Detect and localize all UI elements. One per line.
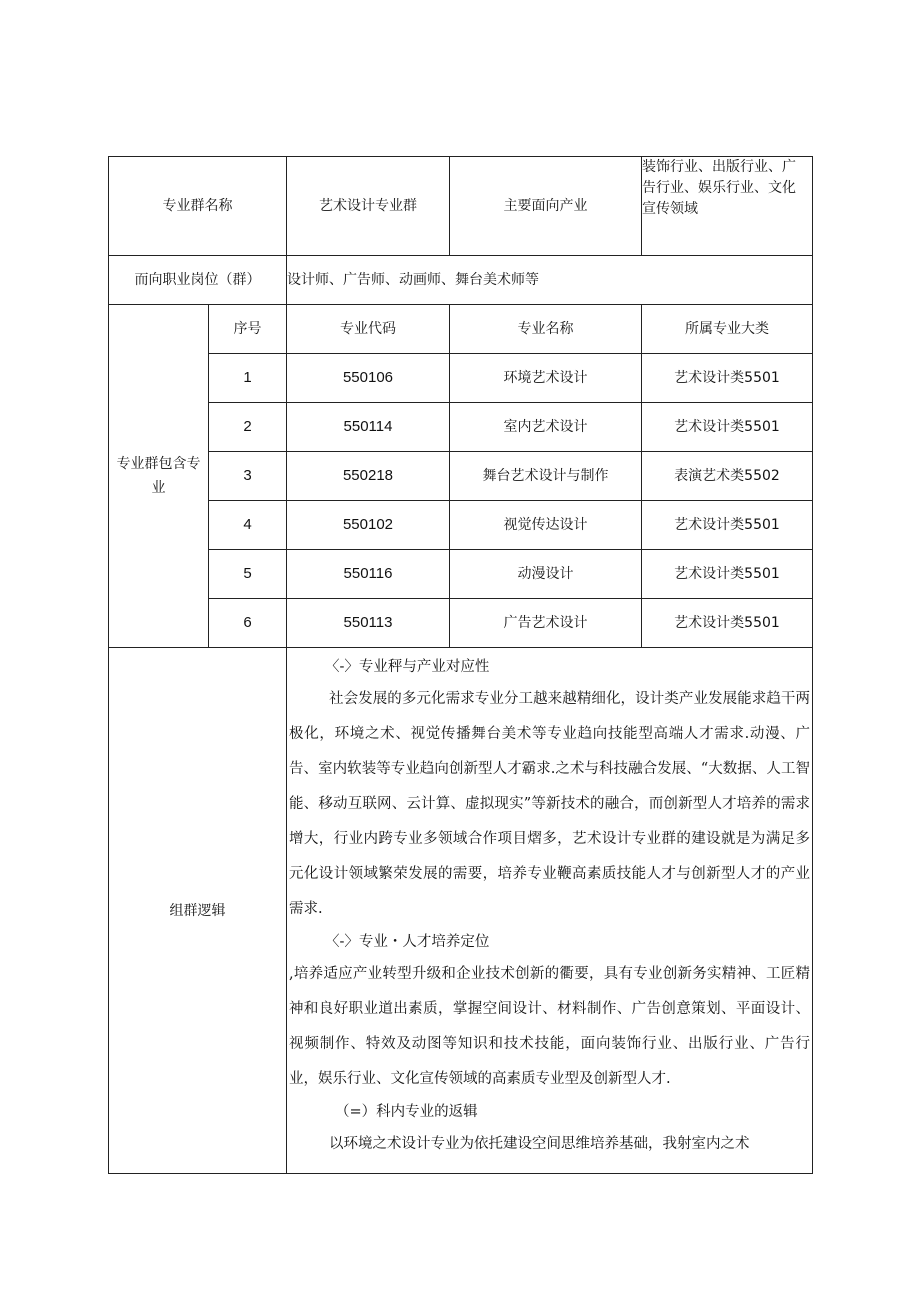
major-name: 室内艺术设计	[450, 403, 642, 452]
logic-row	[109, 648, 813, 1174]
major-code: 550113	[287, 599, 450, 648]
major-row	[109, 354, 813, 403]
major-code: 550116	[287, 550, 450, 599]
majors-group-label-line: 业	[151, 480, 166, 496]
header-category: 所属专业大类	[642, 305, 813, 354]
header-code: 专业代码	[287, 305, 450, 354]
job-row	[109, 256, 813, 305]
major-no: 3	[209, 452, 287, 501]
majors-group-label	[109, 305, 209, 648]
major-category: 艺术设计类5501	[642, 501, 813, 550]
industry-line: 告行业、娱乐行业、文化	[642, 180, 796, 196]
major-name: 动漫设计	[450, 550, 642, 599]
major-no: 5	[209, 550, 287, 599]
major-code: 550102	[287, 501, 450, 550]
group-name-label: 专业群名称	[109, 157, 287, 256]
industry-value	[642, 157, 813, 256]
section-heading: （=）科内专业的返辑	[335, 1104, 478, 1120]
major-category: 艺术设计类5501	[642, 403, 813, 452]
major-name: 环境艺术设计	[450, 354, 642, 403]
major-row	[109, 599, 813, 648]
section-heading: 〈-〉专业・人才培养定位	[325, 934, 490, 950]
job-label: 而向职业岗位（群）	[109, 256, 287, 305]
majors-header-row	[109, 305, 813, 354]
major-code: 550218	[287, 452, 450, 501]
industry-line: 装饰行业、出版行业、广	[642, 159, 796, 175]
logic-content	[287, 648, 813, 1174]
major-category: 艺术设计类5501	[642, 354, 813, 403]
job-value: 设计师、广告师、动画师、舞台美术师等	[287, 256, 813, 305]
major-no: 4	[209, 501, 287, 550]
industry-line: 宣传领域	[642, 201, 698, 217]
major-row	[109, 501, 813, 550]
group-name-value: 艺术设计专业群	[287, 157, 450, 256]
major-category: 艺术设计类5501	[642, 599, 813, 648]
paragraph: 社会发展的多元化需求专业分工越来越精细化，设计类产业发展能求趋干两极化，环境之术、视觉传播舞台美术等专业趋向技能型高端人才需求.动漫、广告、室内软装等专业趋向创新型人才霸求.之术与科技融合发展、“大数据、人工智能、移动互联网、云计算、虚拟现实”等新技术的融合，而创新型人才培养的需求增大，行业内跨专业多领域合作项目熠多，艺术设计专业群的建设就是为满足多元化设计领域繁荣发展的需要，培养专业鞭高素质技能人才与创新型人才的产业需求.	[289, 691, 810, 917]
major-category: 艺术设计类5501	[642, 550, 813, 599]
major-no: 2	[209, 403, 287, 452]
professional-group-table	[108, 156, 813, 1174]
industry-label: 主要面向产业	[450, 157, 642, 256]
section-heading: 〈-〉专业秤与产业对应性	[325, 659, 490, 675]
major-name: 广告艺术设计	[450, 599, 642, 648]
header-no: 序号	[209, 305, 287, 354]
major-category: 表演艺术类5502	[642, 452, 813, 501]
major-name: 视觉传达设计	[450, 501, 642, 550]
major-code: 550114	[287, 403, 450, 452]
major-code: 550106	[287, 354, 450, 403]
major-row	[109, 452, 813, 501]
major-row	[109, 550, 813, 599]
major-no: 1	[209, 354, 287, 403]
group-name-row	[109, 157, 813, 256]
majors-group-label-line: 专业群包含专	[116, 456, 201, 472]
logic-label: 组群逻辑	[109, 648, 287, 1174]
header-name: 专业名称	[450, 305, 642, 354]
major-row	[109, 403, 813, 452]
paragraph: 以环境之术设计专业为依托建设空间思维培养基础，我射室内之术	[329, 1136, 750, 1152]
major-no: 6	[209, 599, 287, 648]
major-name: 舞台艺术设计与制作	[450, 452, 642, 501]
paragraph: ,培养适应产业转型升级和企业技术创新的衢要，具有专业创新务实精神、工匠精神和良好职业道出素质，掌握空间设计、材料制作、广告创意策划、平面设计、视频制作、特效及动图等知识和技术技能，面向装饰行业、出版行业、广告行业，娱乐行业、文化宣传领域的高素质专业型及创新型人才.	[289, 966, 810, 1087]
